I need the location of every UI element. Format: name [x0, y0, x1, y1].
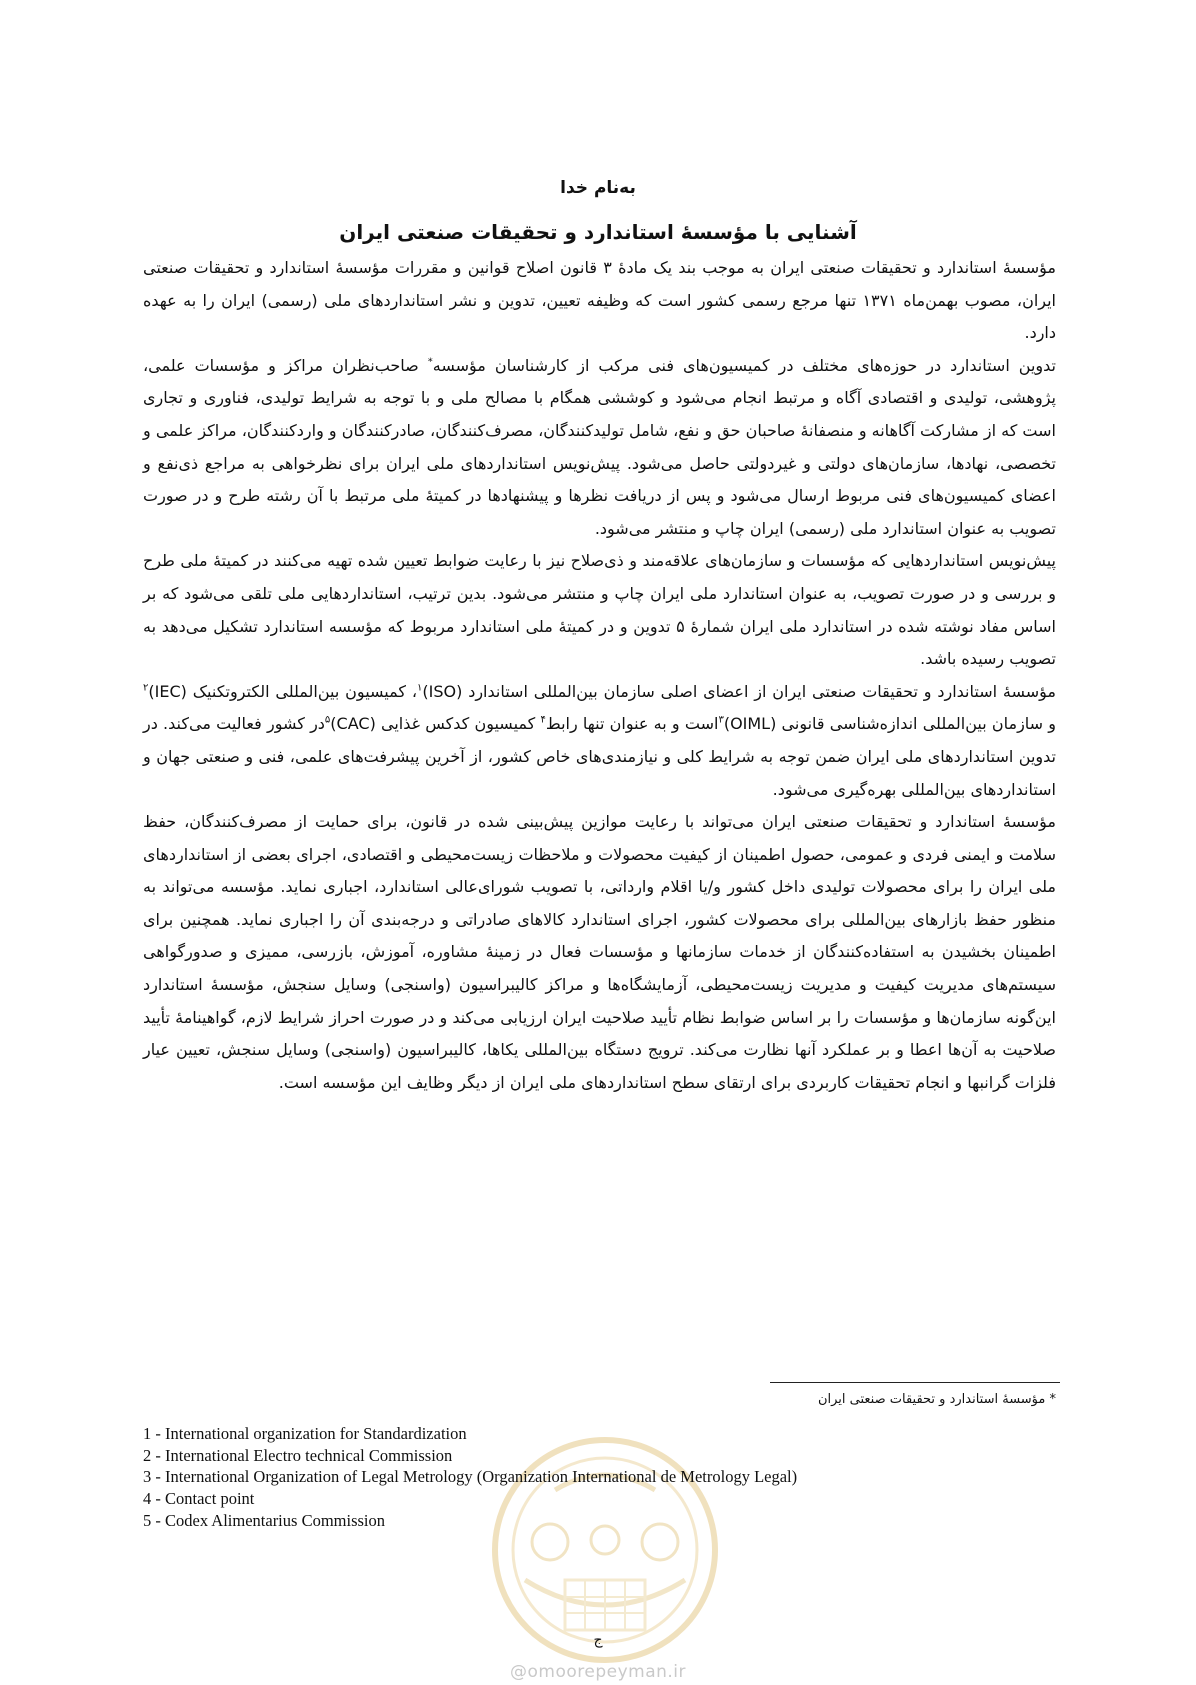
paragraph-5: مؤسسهٔ استاندارد و تحقیقات صنعتی ایران می‌تواند با رعایت موازین پیش‌بینی شده در قانون، برای حمایت از مصرف‌کنندگان، حفظ سلامت و ایمنی فردی و عمومی، حصول اطمینان از کیفیت محصولات و ملاحظات زیست‌محیطی و اقتصادی، اجرای بعضی از استانداردهای ملی ایران را برای محصولات تولیدی داخل کشور و/یا اقلام وارداتی، با تصویب شورای‌عالی استاندارد، اجباری نماید. مؤسسه می‌تواند به منظور حفظ بازارهای بین‌المللی برای محصولات کشور، اجرای استاندارد کالاهای صادراتی و درجه‌بندی آن را اجباری نماید. همچنین برای اطمینان بخشیدن به استفاده‌کنندگان از خدمات سازمانها و مؤسسات فعال در زمینهٔ مشاوره، آموزش، بازرسی، ممیزی و صدورگواهی سیستم‌های مدیریت کیفیت و مدیریت زیست‌محیطی، آزمایشگاه‌ها و مراکز کالیبراسیون (واسنجی) وسایل سنجش، مؤسسهٔ استاندارد این‌گونه سازمان‌ها و مؤسسات را بر اساس ضوابط نظام تأیید صلاحیت ایران ارزیابی می‌کند و در صورت احراز شرایط لازم، گواهینامهٔ تأیید صلاحیت به آن‌ها اعطا و بر عملکرد آنها نظارت می‌کند. ترویج دستگاه بین‌المللی یکاها، کالیبراسیون (واسنجی) وسایل سنجش، تعیین عیار فلزات گرانبها و انجام تحقیقات کاربردی برای ارتقای سطح استانداردهای ملی ایران از دیگر وظایف این مؤسسه است.	[143, 812, 1056, 1092]
footnote-divider	[770, 1382, 1060, 1383]
footnote-mark-5: ۵	[324, 714, 331, 726]
paragraph-2-part-b: صاحب‌نظران مراکز و مؤسسات علمی، پژوهشی، تولیدی و اقتصادی آگاه و مرتبط انجام می‌شود و کوششی همگام با مصالح ملی و با توجه به شرایط تولیدی، فناوری و تجاری است که از مشارکت آگاهانه و منصفانهٔ صاحبان حق و نفع، شامل تولیدکنندگان، مصرف‌کنندگان، صادرکنندگان و واردکنندگان، مراکز علمی و تخصصی، نهادها، سازمان‌های دولتی و غیردولتی حاصل می‌شود. پیش‌نویس استانداردهای ملی ایران برای نظرخواهی به مراجع ذی‌نفع و اعضای کمیسیون‌های فنی مربوط ارسال می‌شود و پس از دریافت نظرها و پیشنهادها در کمیتهٔ ملی مرتبط با آن رشته طرح و در صورت تصویب به عنوان استاندارد ملی (رسمی) ایران چاپ و منتشر می‌شود.	[143, 355, 1056, 538]
footnote-list	[143, 1423, 1043, 1532]
footnote-item: 1 - International organization for Standardization	[143, 1424, 467, 1443]
paragraph-4-part-d: است و به عنوان تنها رابط	[545, 714, 719, 734]
paragraph-4-part-e: کمیسیون کدکس غذایی (CAC)	[330, 714, 541, 734]
paragraph-4-part-a: مؤسسهٔ استاندارد و تحقیقات صنعتی ایران از اعضای اصلی سازمان بین‌المللی استاندارد (ISO)	[422, 681, 1057, 701]
footnote-asterisk: * مؤسسهٔ استاندارد و تحقیقات صنعتی ایران	[817, 1392, 1056, 1407]
paragraph-2	[143, 350, 1056, 546]
page-number: ج	[593, 1632, 603, 1648]
footnote-item: 4 - Contact point	[143, 1489, 255, 1509]
footnote-item: 5 - Codex Alimentarius Commission	[143, 1510, 385, 1530]
basmala-heading: به‌نام خدا	[560, 178, 636, 198]
footnote-item: 2 - International Electro technical Commission	[143, 1445, 453, 1465]
footnote-mark-3: ۳	[718, 714, 724, 726]
footnote-item: 3 - International Organization of Legal Metrology (Organization International de Metrology Legal)	[143, 1467, 798, 1487]
paragraph-4-part-f: در کشور فعالیت می‌کند. در تدوین استانداردهای ملی ایران ضمن توجه به شرایط کلی و نیازمندی‌های خاص کشور، از آخرین پیشرفت‌های علمی، فنی و صنعتی جهان و استانداردهای بین‌المللی بهره‌گیری می‌شود.	[143, 714, 1056, 799]
page-title: آشنایی با مؤسسهٔ استاندارد و تحقیقات صنعتی ایران	[339, 220, 857, 244]
asterisk-footnote-mark: *	[427, 356, 433, 368]
paragraph-1: مؤسسهٔ استاندارد و تحقیقات صنعتی ایران به موجب بند یک مادهٔ ۳ قانون اصلاح قوانین و مقررات مؤسسهٔ استاندارد و تحقیقات صنعتی ایران، مصوب بهمن‌ماه ۱۳۷۱ تنها مرجع رسمی کشور است که وظیفه تعیین، تدوین و نشر استانداردهای ملی (رسمی) ایران را به عهده دارد.	[143, 258, 1056, 343]
body-text	[143, 252, 1056, 1099]
paragraph-4-part-c: و سازمان بین‌المللی اندازه‌شناسی قانونی (OIML)	[723, 714, 1057, 734]
paragraph-4-part-b: ، کمیسیون بین‌المللی الکتروتکنیک (IEC)	[148, 681, 418, 701]
paragraph-2-part-a: تدوین استاندارد در حوزه‌های مختلف در کمیسیون‌های فنی مرکب از کارشناسان مؤسسه	[432, 355, 1057, 375]
watermark-text: @omoorepeyman.ir	[509, 1662, 687, 1682]
footnote-mark-4: ۴	[540, 714, 546, 726]
footnote-mark-1: ۱	[417, 682, 423, 694]
paragraph-3: پیش‌نویس استانداردهایی که مؤسسات و سازمان‌های علاقه‌مند و ذی‌صلاح نیز با رعایت ضوابط تعیین شده تهیه می‌کنند در کمیتهٔ ملی طرح و بررسی و در صورت تصویب، به عنوان استاندارد ملی ایران چاپ و منتشر می‌شود. بدین ترتیب، استانداردهایی ملی تلقی می‌شود که بر اساس مفاد نوشته شده در استاندارد ملی ایران شمارهٔ ۵ تدوین و در کمیتهٔ ملی استاندارد مربوط که مؤسسه استاندارد تشکیل می‌دهد به تصویب رسیده باشد.	[143, 551, 1056, 669]
footnote-mark-2: ۲	[143, 682, 149, 694]
paragraph-4	[143, 676, 1056, 806]
